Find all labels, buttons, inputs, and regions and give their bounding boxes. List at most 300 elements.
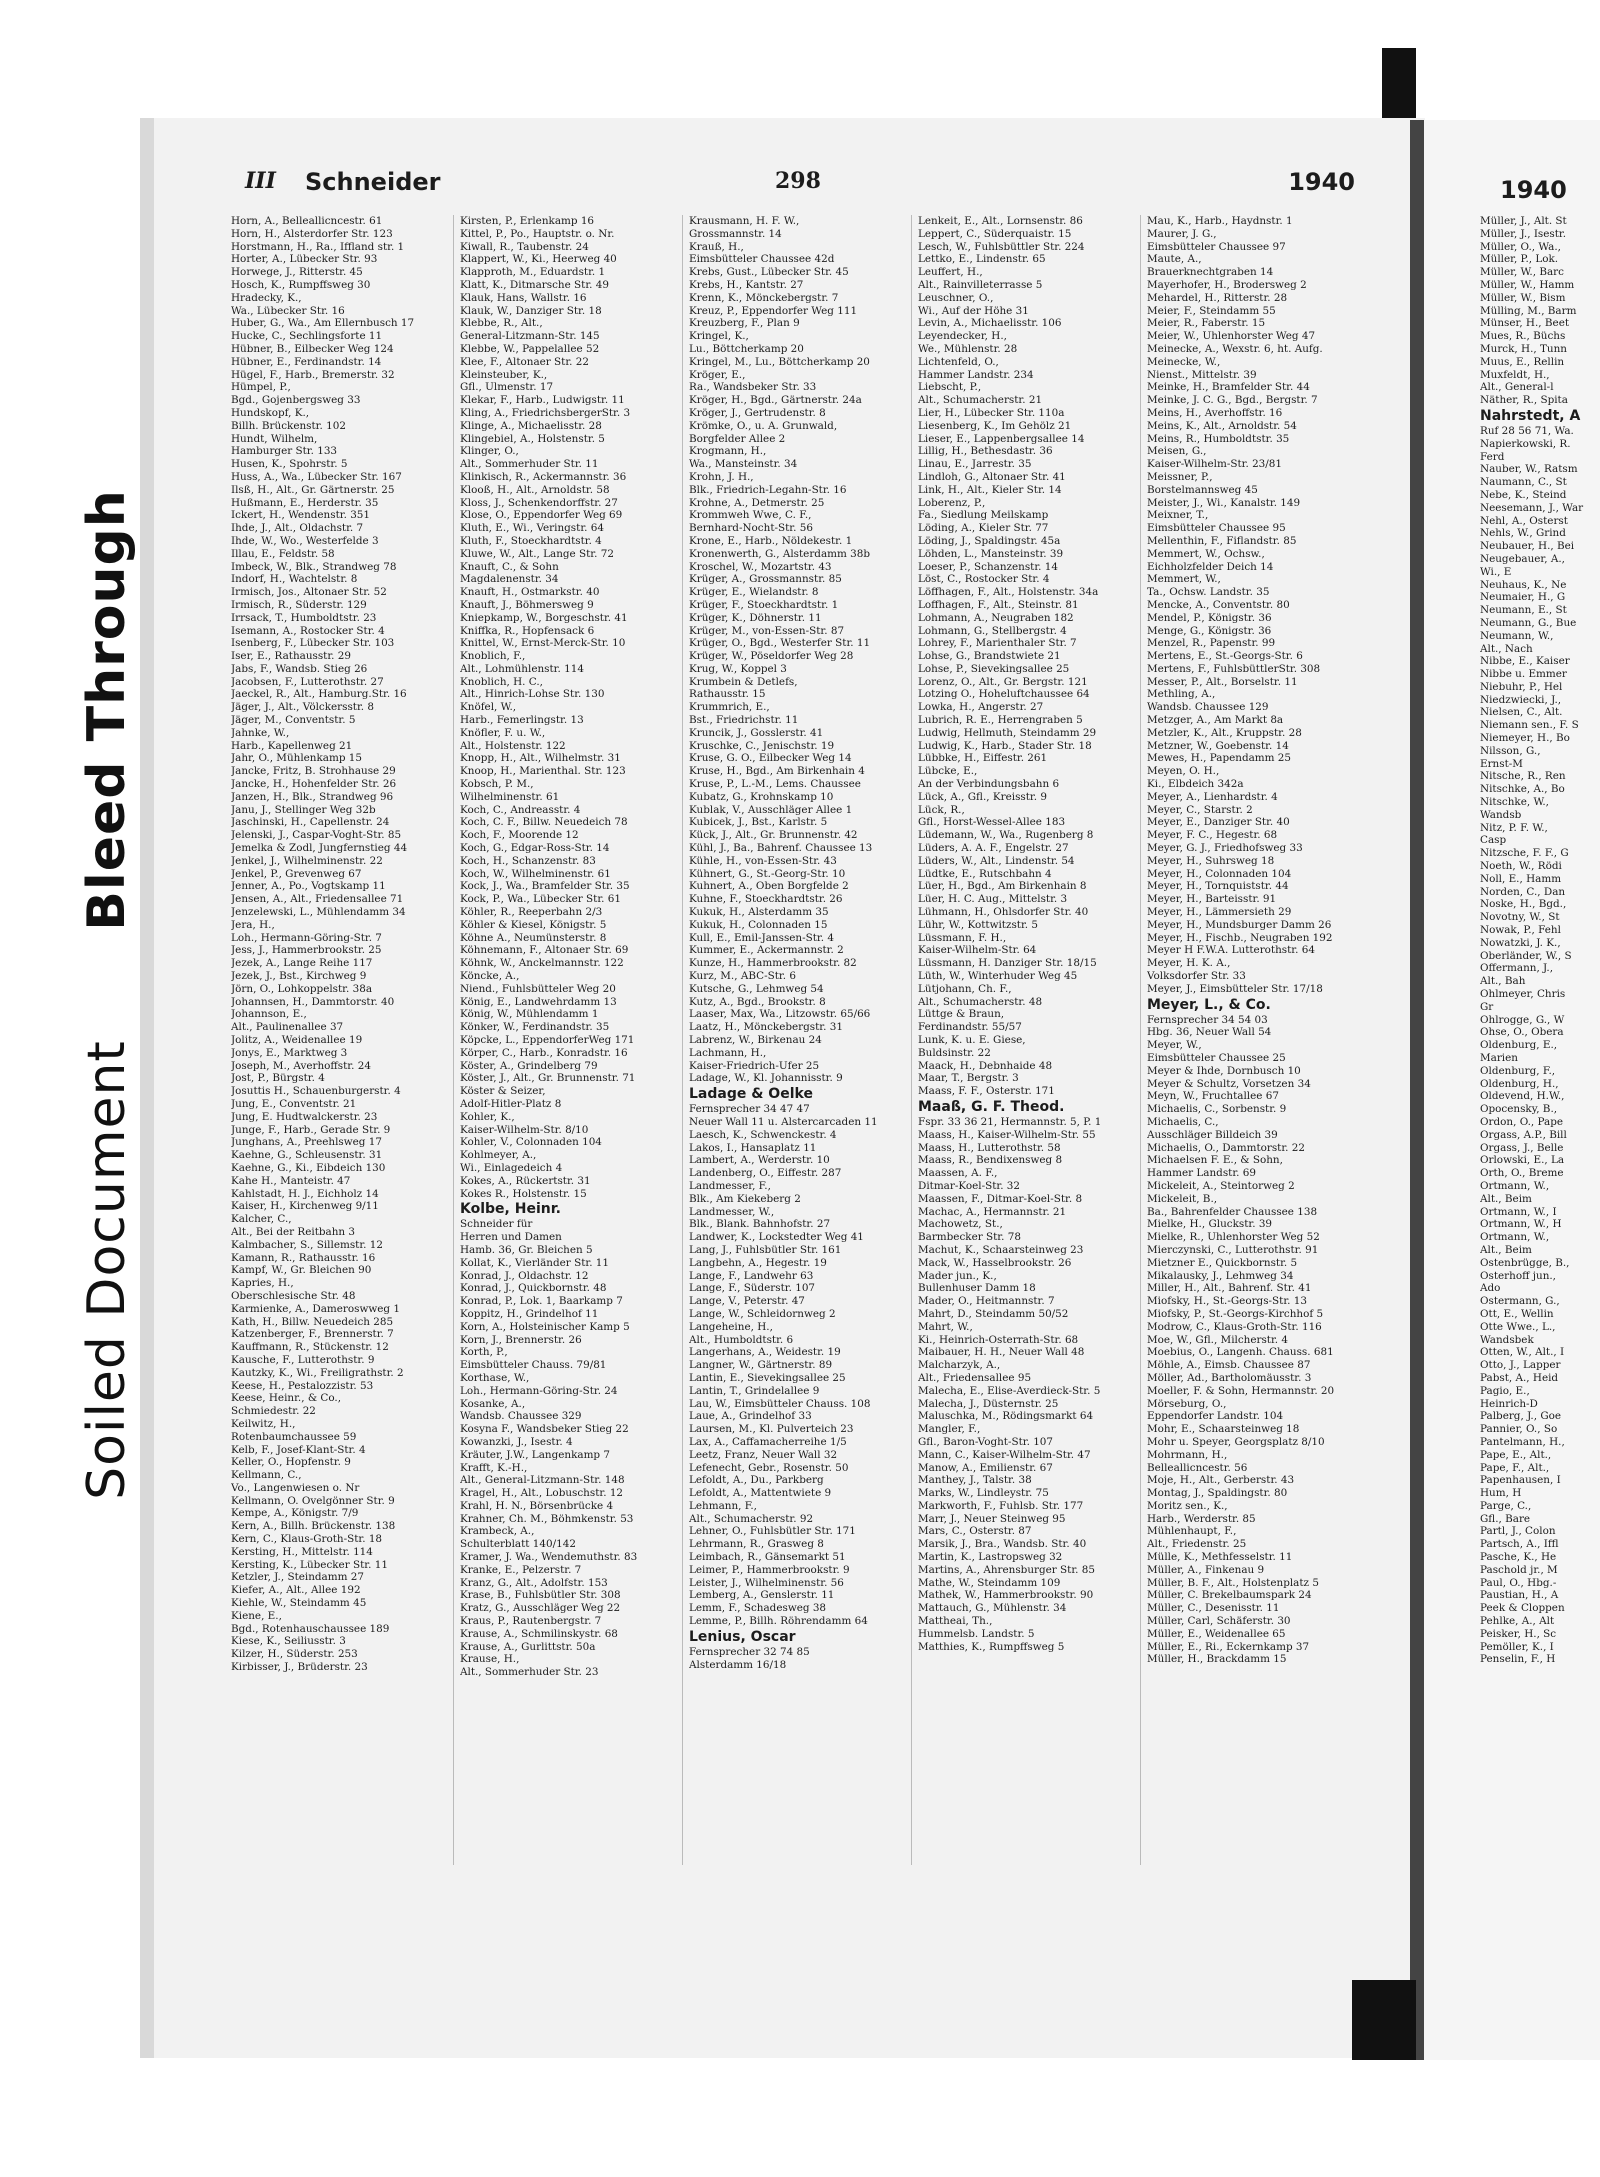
directory-entry: Köhnk, W., Anckelmannstr. 122 — [460, 957, 624, 970]
directory-entry: Neumann, E., St — [1480, 604, 1567, 617]
directory-entry: Nibbe, E., Kaiser — [1480, 655, 1570, 668]
directory-entry: Schmiedestr. 22 — [231, 1405, 316, 1418]
directory-entry: Knoop, H., Marienthal. Str. 123 — [460, 765, 626, 778]
directory-entry: Modrow, C., Klaus-Groth-Str. 116 — [1147, 1320, 1322, 1333]
directory-entry: Horn, A., Belleallicncestr. 61 — [231, 215, 383, 227]
directory-entry: Ta., Ochsw. Landstr. 35 — [1147, 586, 1270, 599]
directory-entry: Ott, E., Wellin — [1480, 1307, 1554, 1320]
directory-entry: Loh., Hermann-Göring-Str. 24 — [460, 1384, 618, 1397]
directory-entry: Kautzky, K., Wi., Freiligrathstr. 2 — [231, 1366, 404, 1379]
directory-entry: Koch, W., Wilhelminenstr. 61 — [460, 867, 611, 880]
directory-entry: Mahrt, W., — [918, 1320, 973, 1333]
directory-entry: Ludwig, Hellmuth, Steindamm 29 — [918, 726, 1097, 739]
directory-entry: Kraus, P., Rautenbergstr. 7 — [460, 1615, 602, 1628]
directory-entry: Jung, E., Conventstr. 21 — [231, 1097, 357, 1110]
directory-entry: Muxfeldt, H., — [1480, 368, 1550, 381]
directory-entry: Hümpel, P., — [231, 381, 291, 394]
directory-entry: Kutz, A., Bgd., Brookstr. 8 — [689, 995, 826, 1008]
directory-entry: Niend., Fuhlsbütteler Weg 20 — [460, 982, 616, 995]
directory-entry: Maassen, A. F., — [918, 1167, 998, 1180]
directory-entry: Nitschke, A., Bo — [1480, 783, 1565, 796]
directory-entry: Köster & Seizer, — [460, 1085, 546, 1098]
directory-entry: Meyer, W., — [1147, 1039, 1202, 1052]
directory-entry: Langeheine, H., — [689, 1320, 773, 1333]
directory-entry: Langerhans, A., Weidestr. 19 — [689, 1346, 841, 1359]
directory-entry: Lüders, W., Alt., Lindenstr. 54 — [918, 854, 1075, 867]
directory-entry: Lühr, W., Kottwitzstr. 5 — [918, 918, 1038, 931]
year-label: 1940 — [1288, 168, 1355, 196]
directory-entry: Hußmann, E., Herderstr. 35 — [231, 496, 379, 509]
directory-entry: Wilhelminenstr. 61 — [460, 790, 560, 803]
directory-entry: Jess, J., Hammerbrookstr. 25 — [231, 944, 382, 957]
directory-entry: Kiehle, W., Steindamm 45 — [231, 1597, 367, 1610]
directory-entry: Hum, H — [1480, 1487, 1522, 1500]
directory-entry: Eimsbütteler Chaussee 25 — [1147, 1052, 1286, 1064]
directory-entry: Knöfler, F. u. W., — [460, 726, 546, 739]
directory-entry: Mathek, W., Hammerbrookstr. 90 — [918, 1589, 1094, 1602]
directory-entry: Kluwe, W., Alt., Lange Str. 72 — [460, 547, 614, 560]
directory-entry: Lubrich, R. E., Herrengraben 5 — [918, 714, 1083, 727]
directory-entry: Koch, F., Moorende 12 — [460, 829, 579, 842]
directory-entry: Ernst-M — [1480, 757, 1523, 770]
directory-entry: Müller, B. F., Alt., Holstenplatz 5 — [1147, 1576, 1319, 1589]
sidebar-stamp — [62, 380, 152, 1500]
directory-entry: Harb., Femerlingstr. 13 — [460, 714, 584, 727]
directory-column-3 — [683, 215, 912, 1865]
directory-entry: Nibbe u. Emmer — [1480, 668, 1567, 681]
directory-entry: Lesch, W., Fuhlsbüttler Str. 224 — [918, 240, 1085, 253]
directory-entry: König, W., Mühlendamm 1 — [460, 1008, 599, 1021]
directory-entry: Löding, J., Spaldingstr. 45a — [918, 534, 1061, 547]
directory-entry: Johannsen, H., Dammtorstr. 40 — [231, 995, 395, 1008]
directory-entry: Lohse, P., Sievekingsallee 25 — [918, 662, 1070, 675]
directory-entry: Schneider für — [460, 1218, 533, 1231]
directory-entry: Menzel, R., Papenstr. 99 — [1147, 637, 1276, 650]
directory-entry: Machac, A., Hermannstr. 21 — [918, 1205, 1067, 1218]
directory-entry: Michaelis, C., Sorbenstr. 9 — [1147, 1103, 1287, 1116]
directory-entry: Alt., Schumacherstr. 48 — [918, 995, 1043, 1008]
directory-entry: Krause, A., Gurlittstr. 50a — [460, 1640, 596, 1653]
directory-entry: Eimsbütteler Chaussee 97 — [1147, 240, 1286, 253]
directory-entry: Meyer, L., & Co. — [1147, 996, 1271, 1013]
directory-entry: Knittel, W., Ernst-Merck-Str. 10 — [460, 637, 626, 650]
directory-entry: Lantin, E., Sievekingsallee 25 — [689, 1371, 846, 1384]
directory-entry: Ihde, J., Alt., Oldachstr. 7 — [231, 522, 364, 535]
directory-entry: Kreuz, P., Eppendorfer Weg 111 — [689, 304, 858, 317]
directory-entry: Opocensky, B., — [1480, 1103, 1558, 1116]
directory-entry: Wi., E — [1480, 565, 1512, 578]
directory-entry: Ordon, O., Pape — [1480, 1115, 1564, 1128]
directory-entry: Maurer, J. G., — [1147, 227, 1217, 240]
directory-entry: Klinkisch, R., Ackermannstr. 36 — [460, 470, 627, 483]
directory-entry: Kück, J., Alt., Gr. Brunnenstr. 42 — [689, 829, 858, 842]
directory-entry: Liesenberg, K., Im Gehölz 21 — [918, 419, 1072, 432]
directory-columns — [225, 215, 1370, 1865]
directory-entry: Lüttge & Braun, — [918, 1008, 1005, 1021]
directory-entry: Klapproth, M., Eduardstr. 1 — [460, 266, 606, 279]
directory-entry: Konrad, J., Quickbornstr. 48 — [460, 1282, 607, 1295]
directory-entry: Mohr u. Speyer, Georgsplatz 8/10 — [1147, 1435, 1325, 1448]
directory-entry: Keese, Heinr., & Co., — [231, 1392, 342, 1405]
directory-entry: Knopp, H., Alt., Wilhelmstr. 31 — [460, 752, 621, 765]
directory-entry: Bgd., Gojenbergsweg 33 — [231, 394, 361, 407]
directory-entry: Mülle, K., Methfesselstr. 11 — [1147, 1551, 1293, 1564]
directory-entry: Michaelis, C., — [1147, 1115, 1219, 1128]
directory-entry: Krömke, O., u. A. Grunwald, — [689, 419, 838, 432]
directory-entry: Wandsb. Chaussee 129 — [1147, 701, 1269, 714]
directory-entry: Neugebauer, A., — [1480, 552, 1565, 565]
directory-entry: Ferd — [1480, 450, 1505, 463]
directory-entry: Lühmann, H., Ohlsdorfer Str. 40 — [918, 906, 1089, 919]
directory-entry: Müller, C. Brekelbaumspark 24 — [1147, 1589, 1312, 1602]
volume-label: III — [245, 168, 276, 194]
directory-entry: Norden, C., Dan — [1480, 885, 1566, 898]
directory-entry: Meinke, J. C. G., Bgd., Bergstr. 7 — [1147, 394, 1318, 407]
directory-entry: Meyer, F. C., Hegestr. 68 — [1147, 829, 1278, 842]
directory-entry: Lübbke, H., Eiffestr. 261 — [918, 752, 1048, 765]
directory-entry: Jenkel, J., Wilhelminenstr. 22 — [231, 854, 383, 867]
directory-entry: Kokes, A., Rückertstr. 31 — [460, 1174, 591, 1187]
directory-entry: Parge, C., — [1480, 1499, 1532, 1512]
directory-entry: Korthase, W., — [460, 1371, 530, 1384]
directory-entry: Bgd., Rotenhauschaussee 189 — [231, 1622, 390, 1635]
directory-entry: Kauffmann, R., Stückenstr. 12 — [231, 1341, 389, 1354]
directory-entry: Lang, J., Fuhlsbütler Str. 161 — [689, 1243, 842, 1256]
directory-entry: Lütjohann, Ch. F., — [918, 982, 1012, 995]
directory-entry: Krafft, K.-H., — [460, 1461, 528, 1474]
directory-entry: Wi., Einlagedeich 4 — [460, 1161, 563, 1174]
directory-entry: Kempe, A., Königstr. 7/9 — [231, 1507, 359, 1520]
directory-entry: Marsik, J., Bra., Wandsb. Str. 40 — [918, 1538, 1087, 1551]
directory-entry: Kiwall, R., Taubenstr. 24 — [460, 240, 589, 253]
directory-entry: Joseph, M., Averhoffstr. 24 — [231, 1059, 371, 1072]
directory-entry: Gfl., Ulmenstr. 17 — [460, 381, 554, 394]
directory-entry: Hübner, E., Ferdinandstr. 14 — [231, 355, 382, 368]
directory-entry: Müller, E., Ri., Eckernkamp 37 — [1147, 1640, 1310, 1653]
directory-entry: Loberenz, P., — [918, 496, 986, 509]
directory-entry: Fernsprecher 34 47 47 — [689, 1103, 810, 1116]
directory-entry: Jenzelewski, L., Mühlendamm 34 — [231, 906, 406, 919]
directory-entry: Moje, H., Alt., Gerberstr. 43 — [1147, 1474, 1295, 1487]
directory-entry: Pantelmann, H., — [1480, 1435, 1565, 1448]
directory-entry: Kubatz, G., Krohnskamp 10 — [689, 790, 834, 803]
directory-entry: Ilsß, H., Alt., Gr. Gärtnerstr. 25 — [231, 483, 395, 496]
directory-entry: Naumann, C., St — [1480, 476, 1567, 489]
directory-entry: Machut, K., Schaarsteinweg 23 — [918, 1243, 1084, 1256]
directory-entry: Ketzler, J., Steindamm 27 — [231, 1571, 364, 1584]
next-page-year: 1940 — [1500, 176, 1567, 204]
directory-entry: Harb., Kapellenweg 21 — [231, 739, 353, 752]
directory-entry: Kaehne, G., Schleusenstr. 31 — [231, 1149, 383, 1162]
directory-entry: Kilzer, H., Süderstr. 253 — [231, 1648, 358, 1661]
directory-entry: Gfl., Bare — [1480, 1512, 1531, 1525]
directory-entry: Meyer, J., Eimsbütteler Str. 17/18 — [1147, 982, 1323, 995]
directory-entry: Mader jun., K., — [918, 1269, 997, 1282]
directory-entry: Krüger, K., Döhnerstr. 11 — [689, 611, 822, 624]
directory-entry: Alt., General-l — [1480, 381, 1554, 394]
directory-entry: Ki., Heinrich-Osterrath-Str. 68 — [918, 1333, 1079, 1346]
directory-entry: Kruse, H., Bgd., Am Birkenhain 4 — [689, 765, 865, 778]
directory-entry: Miofsky, H., St.-Georgs-Str. 13 — [1147, 1295, 1307, 1308]
directory-entry: Meyer H F.W.A. Lutterothstr. 64 — [1147, 944, 1315, 957]
directory-entry: Lakos, I., Hansaplatz 11 — [689, 1141, 817, 1154]
directory-entry: Ortmann, W., H — [1480, 1218, 1562, 1231]
directory-column-2 — [454, 215, 683, 1865]
directory-entry: Lüssmann, H. Danziger Str. 18/15 — [918, 957, 1097, 970]
directory-entry: Ferdinandstr. 55/57 — [918, 1021, 1022, 1034]
directory-entry: Kloss, J., Schenkendorffstr. 27 — [460, 496, 618, 509]
directory-entry: Lorenz, O., Alt., Gr. Bergstr. 121 — [918, 675, 1088, 688]
directory-entry: General-Litzmann-Str. 145 — [460, 330, 600, 343]
directory-entry: Nielsen, C., Alt. — [1480, 706, 1563, 719]
directory-entry: Pabst, A., Heid — [1480, 1371, 1559, 1384]
directory-entry: Michaelsen F. E., & Sohn, — [1147, 1154, 1283, 1167]
directory-entry: Meyer, H., Lämmersieth 29 — [1147, 906, 1292, 919]
directory-entry: Huber, G., Wa., Am Ellernbusch 17 — [231, 317, 415, 330]
directory-entry: Vo., Langenwiesen o. Nr — [231, 1481, 360, 1494]
directory-entry: Lübcke, E., — [918, 765, 978, 778]
directory-entry: Hammer Landstr. 69 — [1147, 1167, 1256, 1180]
directory-entry: Kampf, W., Gr. Bleichen 90 — [231, 1264, 372, 1277]
directory-entry: Lax, A., Caffamacherreihe 1/5 — [689, 1435, 847, 1448]
directory-entry: Otten, W., Alt., I — [1480, 1346, 1565, 1359]
directory-entry: Alt., Friedensallee 95 — [918, 1371, 1032, 1384]
directory-entry: Müller, A., Finkenau 9 — [1147, 1563, 1265, 1576]
directory-entry: Blk., Am Kiekeberg 2 — [689, 1192, 801, 1205]
directory-entry: Nehls, W., Grind — [1480, 527, 1566, 540]
directory-entry: Müller, W., Bism — [1480, 291, 1566, 304]
directory-entry: Meyer, H., Barteisstr. 91 — [1147, 893, 1277, 906]
directory-entry: Mau, K., Harb., Haydnstr. 1 — [1147, 215, 1293, 227]
directory-entry: Kellmann, C., — [231, 1469, 302, 1482]
directory-entry: Loh., Hermann-Göring-Str. 7 — [231, 931, 382, 944]
directory-entry: Alt., General-Litzmann-Str. 148 — [460, 1474, 625, 1487]
directory-entry: Köster, J., Alt., Gr. Brunnenstr. 71 — [460, 1072, 636, 1085]
directory-entry: Mattheai, Th., — [918, 1615, 993, 1628]
directory-entry: Kringel, K., — [689, 330, 749, 343]
directory-entry: Köncke, A., — [460, 970, 520, 983]
directory-entry: Knauft, H., Ostmarkstr. 40 — [460, 586, 600, 599]
directory-entry: Jaschinski, H., Capellenstr. 24 — [231, 816, 390, 829]
directory-entry: Klekar, F., Harb., Ludwigstr. 11 — [460, 394, 625, 407]
directory-entry: Löst, C., Rostocker Str. 4 — [918, 573, 1050, 586]
directory-entry: Müller, C., Desenisstr. 11 — [1147, 1602, 1280, 1615]
directory-entry: Lange, V., Peterstr. 47 — [689, 1295, 805, 1308]
directory-entry: Matthies, K., Rumpffsweg 5 — [918, 1640, 1065, 1653]
directory-entry: Lantin, T., Grindelallee 9 — [689, 1384, 820, 1397]
directory-entry: Lüer, H., Bgd., Am Birkenhain 8 — [918, 880, 1087, 893]
directory-entry: Mielke, H., Gluckstr. 39 — [1147, 1218, 1273, 1231]
directory-entry: Leetz, Franz, Neuer Wall 32 — [689, 1448, 838, 1461]
directory-entry: Lehner, O., Fuhlsbütler Str. 171 — [689, 1525, 856, 1538]
directory-entry: Mohrmann, H., — [1147, 1448, 1228, 1461]
directory-entry: Manthey, J., Talstr. 38 — [918, 1474, 1032, 1487]
directory-entry: Kleinsteuber, K., — [460, 368, 548, 381]
directory-entry: Peek & Cloppen — [1480, 1602, 1565, 1615]
directory-entry: Köhne A., Neumünsterstr. 8 — [460, 931, 607, 944]
directory-entry: Meyer & Ihde, Dornbusch 10 — [1147, 1064, 1301, 1077]
directory-entry: Alt., Schumacherstr. 21 — [918, 394, 1043, 407]
directory-entry: Meyer, C., Starstr. 2 — [1147, 803, 1253, 816]
directory-entry: Krüger, E., Wielandstr. 8 — [689, 586, 819, 599]
directory-entry: Leyendecker, H., — [918, 330, 1007, 343]
directory-entry: Mickeleit, B., — [1147, 1192, 1218, 1205]
directory-entry: Kaiser, H., Kirchenweg 9/11 — [231, 1200, 379, 1213]
directory-entry: Klingebiel, A., Holstenstr. 5 — [460, 432, 605, 445]
directory-entry: Alt., Beim — [1480, 1192, 1532, 1205]
directory-entry: Meyer, H., Fischb., Neugraben 192 — [1147, 931, 1333, 944]
directory-entry: Krüger, M., von-Essen-Str. 87 — [689, 624, 845, 637]
directory-entry: Mack, W., Hasselbrookstr. 26 — [918, 1256, 1072, 1269]
directory-entry: Nitschke, W., — [1480, 796, 1549, 809]
directory-entry: Kaiser-Wilhelm-Str. 8/10 — [460, 1123, 589, 1136]
directory-entry: Kausche, F., Lutterothstr. 9 — [231, 1353, 375, 1366]
directory-entry: Kringel, M., Lu., Böttcherkamp 20 — [689, 355, 870, 368]
directory-entry: Lenkeit, E., Alt., Lornsenstr. 86 — [918, 215, 1083, 227]
directory-entry: Maaß, G. F. Theod. — [918, 1098, 1065, 1115]
directory-entry: Peisker, H., Sc — [1480, 1627, 1557, 1640]
directory-entry: Kath, H., Billw. Neuedeich 285 — [231, 1315, 394, 1328]
directory-entry: Mayerhofer, H., Brodersweg 2 — [1147, 278, 1307, 291]
directory-entry: Leimer, P., Hammerbrookstr. 9 — [689, 1563, 850, 1576]
directory-entry: Lüth, W., Winterhuder Weg 45 — [918, 970, 1078, 983]
directory-entry: Lindloh, G., Altonaer Str. 41 — [918, 470, 1066, 483]
directory-entry: Ludwig, K., Harb., Stader Str. 18 — [918, 739, 1092, 752]
directory-entry: Knauft, C., & Sohn — [460, 560, 559, 573]
directory-entry: Lück, R., — [918, 803, 965, 816]
directory-entry: Maass, H., Kaiser-Wilhelm-Str. 55 — [918, 1128, 1096, 1141]
directory-entry: Kruse, G. O., Eilbecker Weg 14 — [689, 752, 852, 765]
directory-entry: Krenn, K., Mönckebergstr. 7 — [689, 291, 839, 304]
directory-entry: Keilwitz, H., — [231, 1417, 296, 1430]
directory-entry: Orgass, J., Belle — [1480, 1141, 1564, 1154]
directory-entry: Jancke, H., Hohenfelder Str. 26 — [231, 778, 397, 791]
directory-entry: Nehl, A., Osterst — [1480, 514, 1568, 527]
directory-entry: Klauk, W., Danziger Str. 18 — [460, 304, 602, 317]
directory-entry: Otto, J., Lapper — [1480, 1359, 1561, 1372]
directory-entry: Ado — [1480, 1282, 1501, 1295]
directory-entry: Partsch, A., Iffl — [1480, 1538, 1559, 1551]
directory-entry: Kersting, H., Mittelstr. 114 — [231, 1545, 373, 1558]
directory-entry: Wandsb. Chaussee 329 — [460, 1410, 582, 1423]
directory-entry: Krumbein & Detlefs, — [689, 675, 798, 688]
directory-entry: Mues, R., Büchs — [1480, 330, 1566, 343]
scan-edge-bottom — [1352, 1980, 1416, 2060]
directory-entry: Nilsson, G., — [1480, 744, 1541, 757]
directory-entry: Keese, H., Pestalozzistr. 53 — [231, 1379, 374, 1392]
directory-entry: Lambert, A., Werderstr. 10 — [689, 1154, 830, 1167]
directory-entry: Neumann, W., — [1480, 629, 1554, 642]
directory-entry: Nowak, P., Fehl — [1480, 924, 1561, 937]
directory-entry: Michaelis, O., Dammtorstr. 22 — [1147, 1141, 1306, 1154]
directory-entry: Gr — [1480, 1000, 1494, 1013]
directory-entry: Horn, H., Alsterdorfer Str. 123 — [231, 227, 393, 240]
directory-entry: Leuschner, O., — [918, 291, 994, 304]
directory-entry: Lüdemann, W., Wa., Rugenberg 8 — [918, 829, 1094, 842]
directory-entry: Meyn, W., Fruchtallee 67 — [1147, 1090, 1279, 1103]
directory-entry: Kruschke, C., Jenischstr. 19 — [689, 739, 835, 752]
directory-entry: Pasche, K., He — [1480, 1551, 1557, 1564]
directory-entry: Lüders, A. A. F., Engelstr. 27 — [918, 842, 1069, 855]
directory-entry: Mellenthin, F., Fiflandstr. 85 — [1147, 534, 1297, 547]
directory-entry: Mierczynski, C., Lutterothstr. 91 — [1147, 1243, 1319, 1256]
directory-entry: Krüger, A., Grossmannstr. 85 — [689, 573, 842, 586]
directory-entry: Kaiser-Wilhelm-Str. 23/81 — [1147, 458, 1283, 471]
directory-entry: Lichtenfeld, O., — [918, 355, 999, 368]
directory-entry: König, E., Landwehrdamm 13 — [460, 995, 617, 1008]
directory-entry: Nitsche, R., Ren — [1480, 770, 1566, 783]
directory-entry: Klappert, W., Ki., Heerweg 40 — [460, 253, 617, 266]
directory-entry: Nebe, K., Steind — [1480, 488, 1567, 501]
directory-entry: Wandsbek — [1480, 1333, 1534, 1346]
directory-entry: Gfl., Baron-Voght-Str. 107 — [918, 1435, 1054, 1448]
directory-entry: Kaiser-Friedrich-Ufer 25 — [689, 1059, 820, 1072]
directory-entry: Kreuzberg, F., Plan 9 — [689, 317, 800, 330]
directory-entry: Lohmann, A., Neugraben 182 — [918, 611, 1074, 624]
directory-entry: Landwer, K., Lockstedter Weg 41 — [689, 1231, 864, 1244]
directory-entry: Mendel, P., Königstr. 36 — [1147, 611, 1272, 624]
directory-entry: Leuffert, H., — [918, 266, 983, 279]
directory-entry: Orlowski, E., La — [1480, 1154, 1565, 1167]
directory-entry: Lück, A., Gfl., Kreisstr. 9 — [918, 790, 1047, 803]
directory-entry: Karmienke, A., Dameroswweg 1 — [231, 1302, 400, 1315]
directory-entry: Mewes, H., Papendamm 25 — [1147, 752, 1292, 765]
directory-entry: Alt., Nach — [1480, 642, 1533, 655]
directory-entry: Maass, F. F., Osterstr. 171 — [918, 1085, 1055, 1098]
directory-entry: Pagio, E., — [1480, 1384, 1530, 1397]
directory-entry: Muus, E., Rellin — [1480, 355, 1565, 368]
directory-entry: Korn, A., Holsteinischer Kamp 5 — [460, 1320, 630, 1333]
directory-entry: Kniffka, R., Hopfensack 6 — [460, 624, 595, 637]
directory-entry: Mars, C., Osterstr. 87 — [918, 1525, 1032, 1538]
directory-entry: Malcharzyk, A., — [918, 1359, 1001, 1372]
directory-entry: Krummrich, E., — [689, 701, 770, 714]
directory-entry: Martin, K., Lastropsweg 32 — [918, 1551, 1063, 1564]
directory-entry: Alt., Friedenstr. 25 — [1147, 1538, 1247, 1551]
directory-entry: Hügel, F., Harb., Bremerstr. 32 — [231, 368, 395, 381]
directory-entry: Kummer, E., Ackermannstr. 2 — [689, 944, 844, 957]
directory-entry: Belleallicncestr. 56 — [1147, 1461, 1248, 1474]
directory-entry: Buldsinstr. 22 — [918, 1046, 991, 1059]
directory-entry: Linau, E., Jarrestr. 35 — [918, 458, 1032, 471]
directory-entry: Kiene, E., — [231, 1609, 282, 1622]
directory-entry: Rotenbaumchaussee 59 — [231, 1430, 357, 1443]
directory-entry: Messer, P., Alt., Borselstr. 11 — [1147, 675, 1298, 688]
directory-entry: Kersting, K., Lübecker Str. 11 — [231, 1558, 388, 1571]
directory-entry: Brauerknechtgraben 14 — [1147, 266, 1274, 279]
directory-entry: Krüger, O., Bgd., Westerfer Str. 11 — [689, 637, 871, 650]
directory-entry: Fspr. 33 36 21, Hermannstr. 5, P. 1 — [918, 1115, 1102, 1128]
directory-entry: Meyer, H. K. A., — [1147, 957, 1231, 970]
directory-entry: Lüssmann, F. H., — [918, 931, 1007, 944]
directory-entry: Johannson, E., — [231, 1008, 307, 1021]
directory-entry: Offermann, J., — [1480, 962, 1554, 975]
directory-entry: Paschold jr., M — [1480, 1563, 1558, 1576]
directory-entry: Laursen, M., Kl. Pulverteich 23 — [689, 1423, 854, 1436]
directory-entry: Schulterblatt 140/142 — [460, 1538, 576, 1551]
directory-entry: Pehlke, A., Alt — [1480, 1615, 1555, 1628]
directory-entry: Jörn, O., Lohkoppelstr. 38a — [231, 982, 373, 995]
directory-entry: Mülling, M., Barm — [1480, 304, 1577, 317]
directory-entry: Magdalenenstr. 34 — [460, 573, 559, 586]
directory-entry: Kutsche, G., Lehmweg 54 — [689, 982, 824, 995]
directory-entry: Oberländer, W., S — [1480, 949, 1572, 962]
directory-entry: Müller, E., Weidenallee 65 — [1147, 1627, 1286, 1640]
directory-entry: Maass, H., Lutterothstr. 58 — [918, 1141, 1061, 1154]
directory-entry: Lettko, E., Lindenstr. 65 — [918, 253, 1046, 266]
directory-entry: Niemeyer, H., Bo — [1480, 732, 1570, 745]
directory-entry: Hucke, C., Sechlingsforte 11 — [231, 330, 383, 343]
